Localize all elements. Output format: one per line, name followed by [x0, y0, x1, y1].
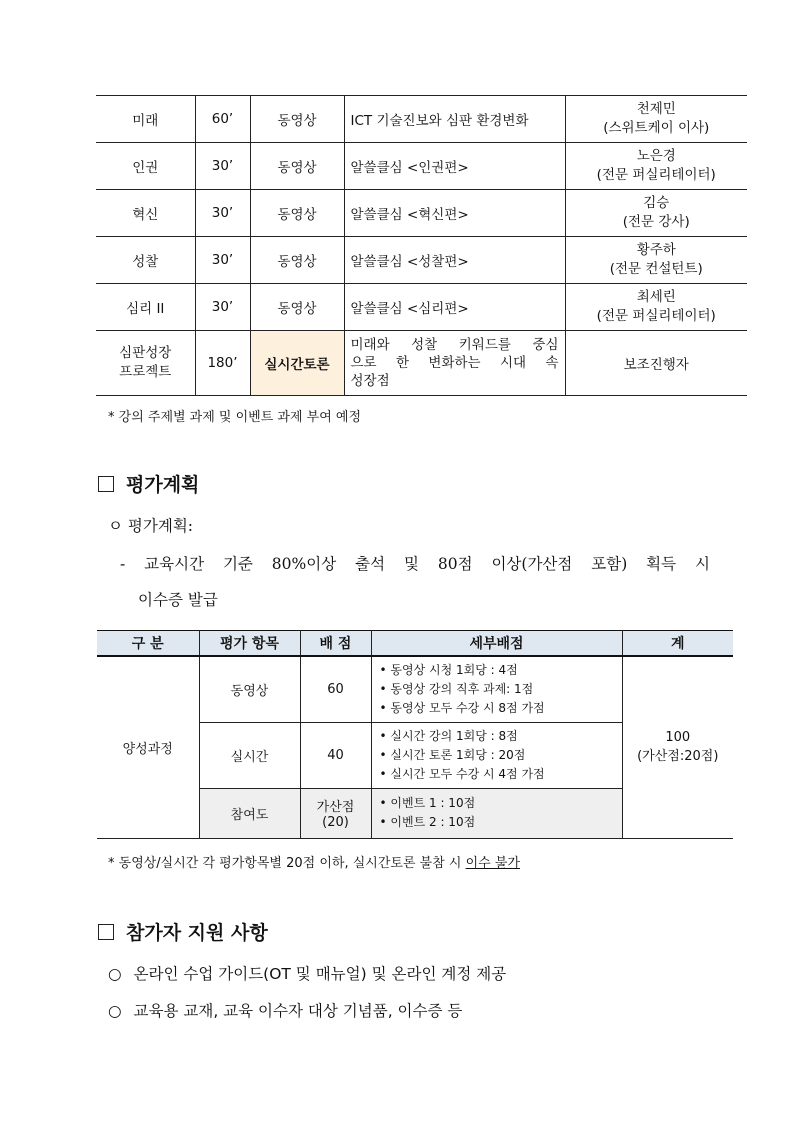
content-cell: 알쓸클심 <심리편>	[344, 284, 565, 331]
topic-cell	[96, 331, 195, 396]
score-cell	[300, 788, 371, 838]
detail-item: • 동영상 모두 수강 시 8점 가점	[380, 699, 622, 718]
schedule-note: * 강의 주제별 과제 및 이벤트 과제 부여 예정	[108, 410, 362, 425]
topic-cell: 심리 II	[96, 284, 195, 331]
table-row	[96, 96, 747, 143]
speaker-cell	[565, 284, 747, 331]
score-line: 가산점	[316, 800, 355, 815]
detail-item: • 실시간 강의 1회당 : 8점	[380, 727, 622, 746]
speaker-name: 최세린	[636, 289, 676, 305]
content-line: 으로 한 변화하는 시대 속	[350, 355, 559, 371]
support-item-text: 교육용 교재, 교육 이수자 대상 기념품, 이수증 등	[133, 1002, 463, 1020]
format-cell: 동영상	[250, 96, 344, 143]
speaker-name: 노은경	[636, 148, 676, 164]
details-cell	[371, 788, 622, 838]
evaluation-note	[108, 852, 520, 871]
speaker-name: 천제민	[636, 101, 676, 117]
format-cell-highlight: 실시간토론	[250, 331, 344, 396]
time-cell: 60’	[195, 96, 250, 143]
table-row	[97, 656, 733, 722]
header-item: 평가 항목	[199, 631, 300, 657]
speaker-cell	[565, 143, 747, 190]
total-cell	[622, 656, 733, 838]
support-heading	[98, 918, 268, 945]
content-cell	[344, 331, 565, 396]
detail-item: • 동영상 강의 직후 과제: 1점	[380, 680, 622, 699]
score-line: (20)	[322, 815, 349, 830]
evaluation-heading-text: 평가계획	[126, 474, 200, 496]
header-details: 세부배점	[371, 631, 622, 657]
details-cell	[371, 656, 622, 722]
content-line: 미래와 성찰 키워드를 중심	[350, 337, 559, 353]
detail-item: • 동영상 시청 1회당 : 4점	[380, 661, 622, 680]
detail-item: • 실시간 토론 1회당 : 20점	[380, 746, 622, 765]
evaluation-criteria-line2: 이수증 발급	[138, 591, 218, 609]
header-category: 구 분	[97, 631, 199, 657]
details-cell	[371, 722, 622, 788]
speaker-title: (전문 컨설턴트)	[609, 261, 703, 277]
speaker-cell	[565, 237, 747, 284]
speaker-cell: 보조진행자	[565, 331, 747, 396]
table-row	[96, 143, 747, 190]
item-cell: 동영상	[199, 656, 300, 722]
item-cell: 실시간	[199, 722, 300, 788]
topic-line: 프로젝트	[119, 364, 172, 380]
speaker-cell	[565, 96, 747, 143]
speaker-name: 김승	[643, 195, 670, 211]
support-heading-text: 참가자 지원 사항	[126, 922, 268, 944]
time-cell: 30’	[195, 284, 250, 331]
time-cell: 30’	[195, 190, 250, 237]
evaluation-item-label: ㅇ 평가계획:	[108, 517, 194, 535]
evaluation-heading	[98, 470, 199, 497]
table-row	[96, 237, 747, 284]
header-score: 배 점	[300, 631, 371, 657]
evaluation-criteria-line1: - 교육시간 기준 80%이상 출석 및 80점 이상(가산점 포함) 획득 시	[120, 555, 710, 573]
item-cell: 참여도	[199, 788, 300, 838]
speaker-name: 황주하	[636, 242, 676, 258]
content-cell: 알쓸클심 <인권편>	[344, 143, 565, 190]
table-row	[96, 284, 747, 331]
detail-item: • 이벤트 2 : 10점	[380, 813, 622, 832]
checkbox-square-icon	[98, 924, 114, 940]
format-cell: 동영상	[250, 190, 344, 237]
speaker-title: (스위트케이 이사)	[603, 120, 710, 136]
evaluation-note-text: * 동영상/실시간 각 평가항목별 20점 이하, 실시간토론 불참 시	[108, 856, 466, 871]
speaker-title: (전문 퍼실리테이터)	[596, 167, 716, 183]
content-cell: ICT 기술진보와 심판 환경변화	[344, 96, 565, 143]
topic-cell: 인권	[96, 143, 195, 190]
checkbox-square-icon	[98, 476, 114, 492]
total-value: 100	[665, 730, 691, 746]
topic-cell: 혁신	[96, 190, 195, 237]
detail-item: • 실시간 모두 수강 시 4점 가점	[380, 765, 622, 784]
circle-bullet-icon: ○	[108, 965, 122, 983]
total-bonus: (가산점:20점)	[637, 749, 719, 765]
content-cell: 알쓸클심 <혁신편>	[344, 190, 565, 237]
topic-cell: 미래	[96, 96, 195, 143]
score-cell: 40	[300, 722, 371, 788]
time-cell: 180’	[195, 331, 250, 396]
evaluation-table	[97, 630, 733, 839]
speaker-title: (전문 퍼실리테이터)	[596, 308, 716, 324]
format-cell: 동영상	[250, 143, 344, 190]
support-item-text: 온라인 수업 가이드(OT 및 매뉴얼) 및 온라인 계정 제공	[133, 965, 507, 983]
support-item	[108, 999, 462, 1021]
format-cell: 동영상	[250, 284, 344, 331]
topic-line: 심판성장	[119, 345, 172, 361]
table-row	[96, 190, 747, 237]
speaker-title: (전문 강사)	[622, 214, 690, 230]
score-cell: 60	[300, 656, 371, 722]
schedule-table	[96, 95, 747, 396]
topic-cell: 성찰	[96, 237, 195, 284]
support-item	[108, 962, 506, 984]
content-cell: 알쓸클심 <성찰편>	[344, 237, 565, 284]
category-cell: 양성과정	[97, 656, 199, 838]
format-cell: 동영상	[250, 237, 344, 284]
table-row	[96, 331, 747, 396]
time-cell: 30’	[195, 237, 250, 284]
detail-item: • 이벤트 1 : 10점	[380, 794, 622, 813]
speaker-cell	[565, 190, 747, 237]
time-cell: 30’	[195, 143, 250, 190]
evaluation-note-underlined: 이수 불가	[465, 856, 520, 871]
content-line: 성장점	[350, 373, 390, 389]
header-total: 계	[622, 631, 733, 657]
circle-bullet-icon: ○	[108, 1002, 122, 1020]
